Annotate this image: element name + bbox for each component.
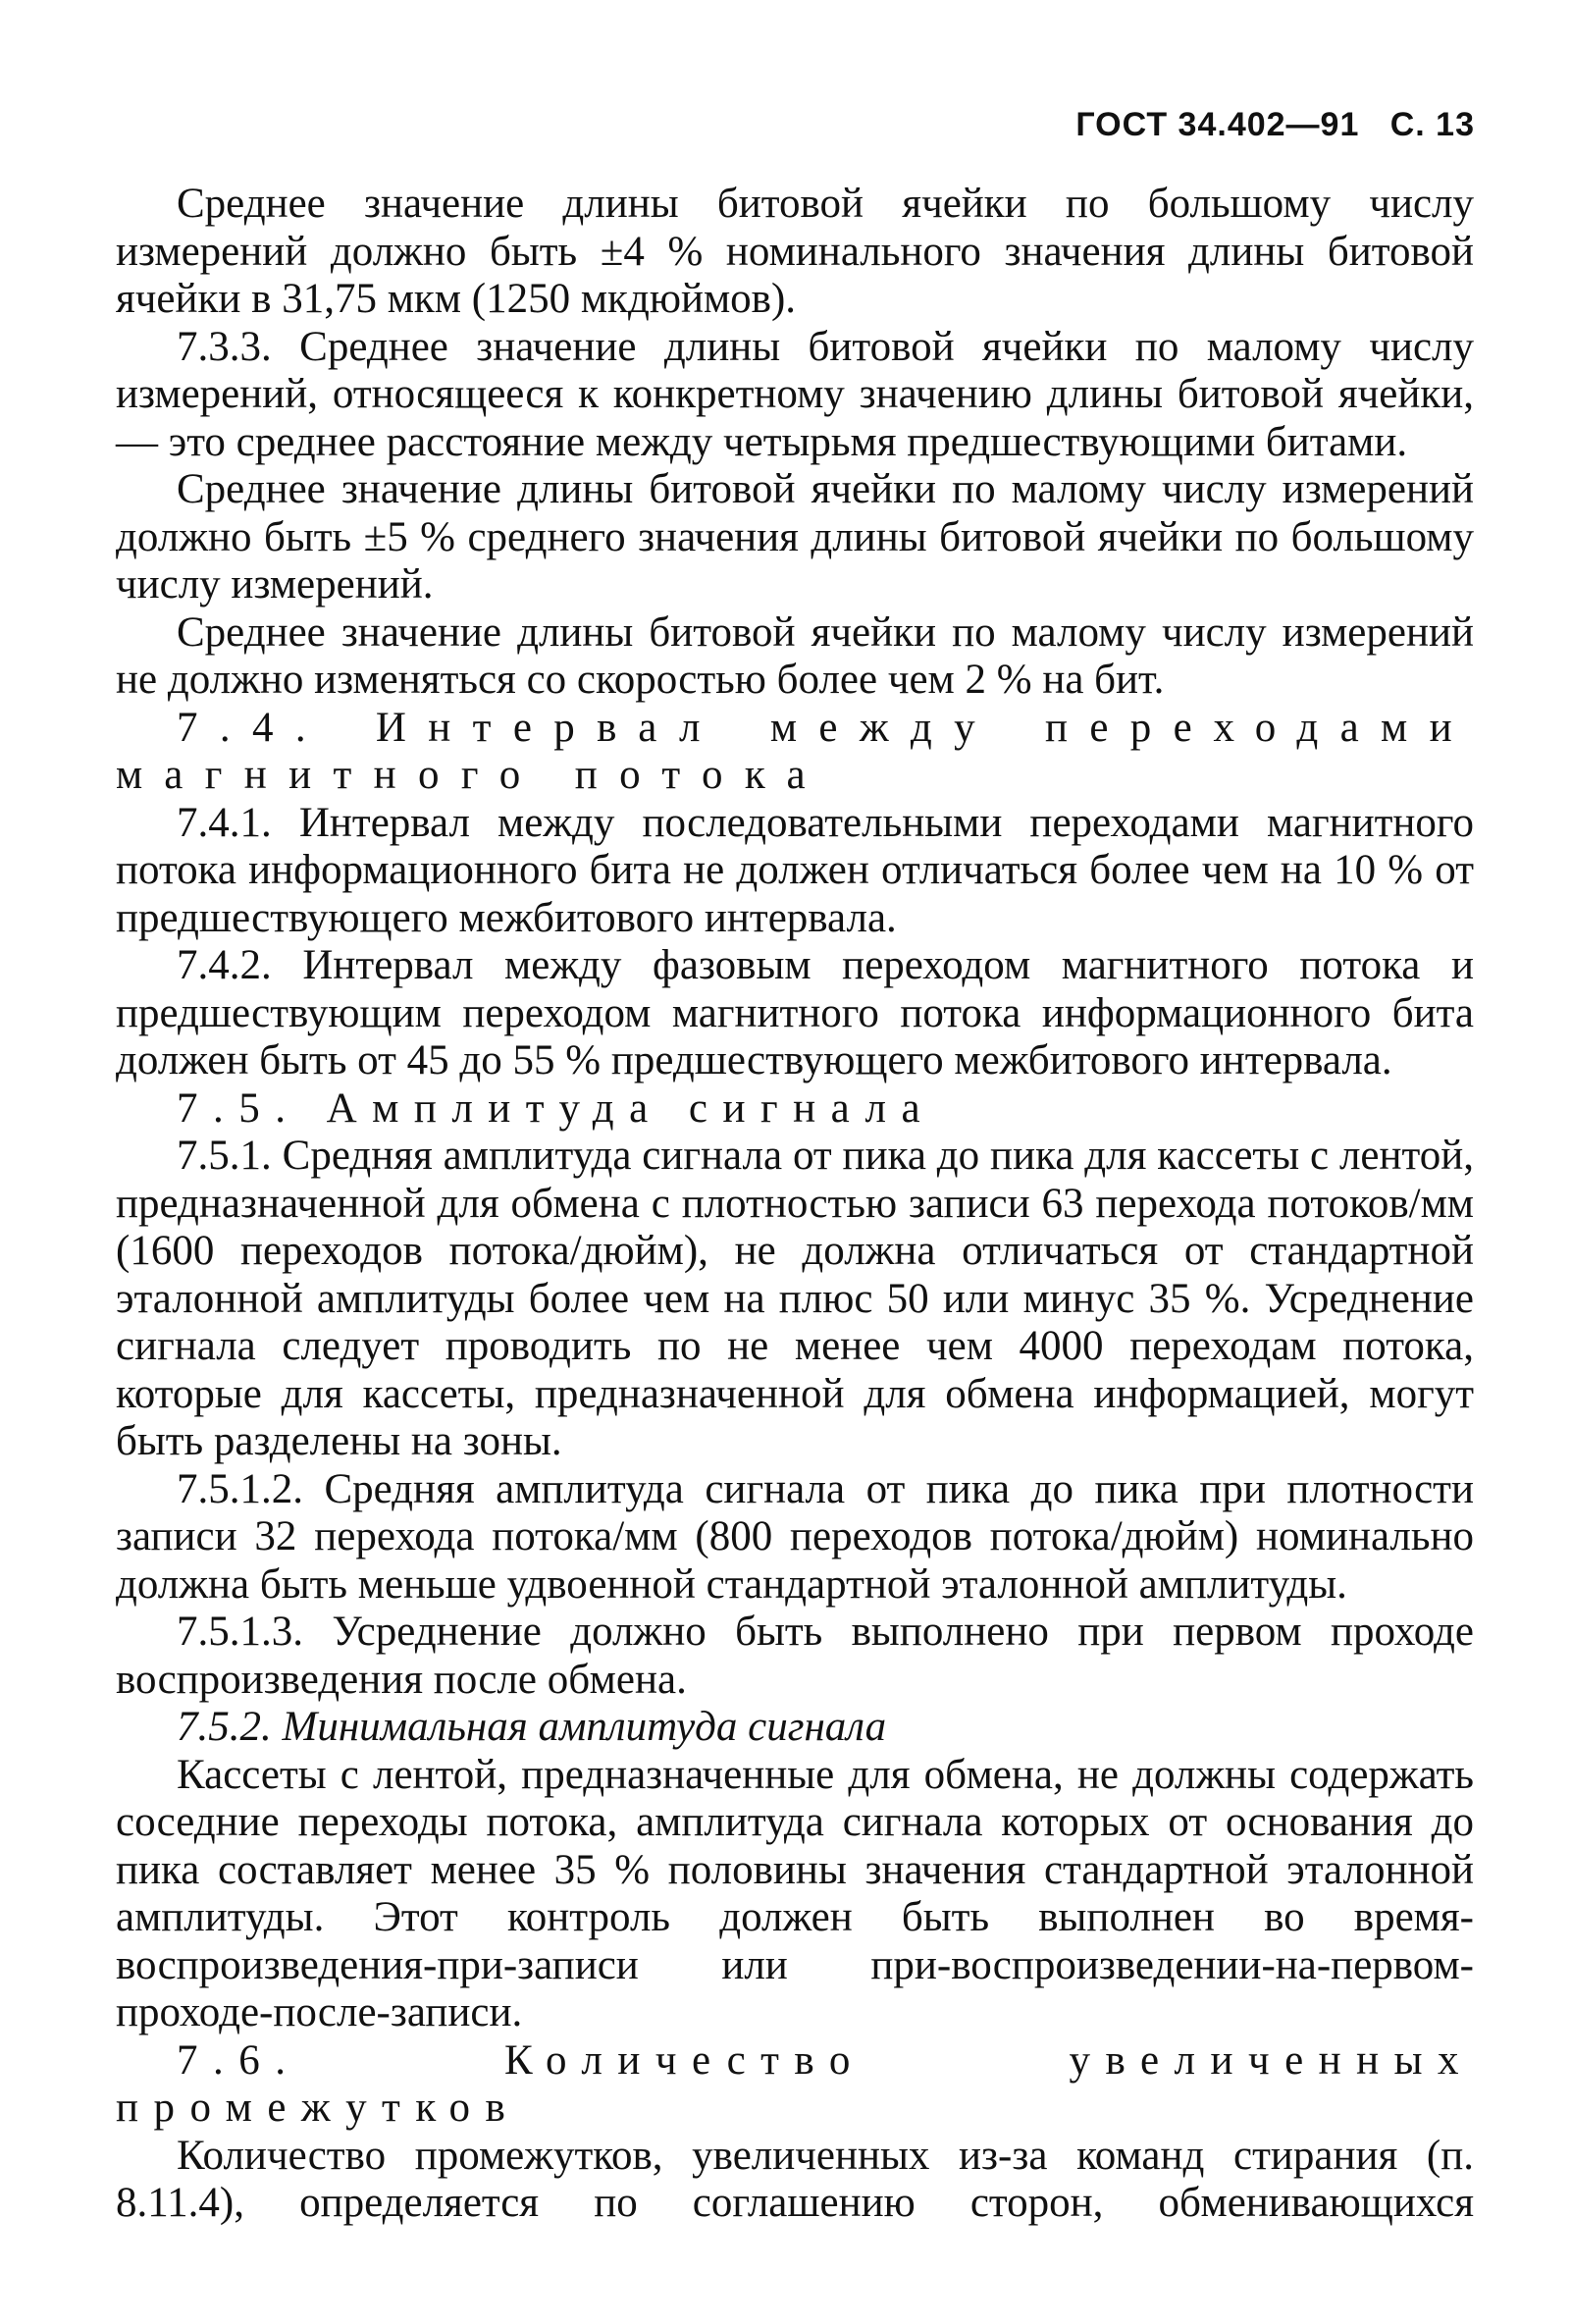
running-header (1075, 106, 1475, 144)
paragraph: Количество промежутков, увеличенных из-за команд стирания (п. 8.11.4), определяется по соглашению сторон, обменивающихся (116, 2132, 1474, 2226)
standard-number: ГОСТ 34.402—91 (1075, 106, 1360, 143)
paragraph: Среднее значение длины битовой ячейки по большому числу измерений должно быть ±4 % номинального значения длины битовой ячейки в 31,75 мкм (1250 мкдюймов). (116, 181, 1474, 322)
body-text (116, 181, 1474, 2228)
paragraph: 7.5.1.3. Усреднение должно быть выполнено при первом проходе воспроизведения после обмена. (116, 1609, 1474, 1703)
paragraph: Среднее значение длины битовой ячейки по малому числу измерений не должно изменяться со скоростью более чем 2 % на бит. (116, 608, 1474, 703)
paragraph: 7.5.1.2. Средняя амплитуда сигнала от пика до пика при плотности записи 32 перехода потока/мм (800 переходов потока/дюйм) номинально должна быть меньше удвоенной стандартной эталонной амплитуды. (116, 1465, 1474, 1608)
subsection-heading: 7.5.2. Минимальная амплитуда сигнала (177, 1704, 887, 1750)
paragraph: 7.5.1. Средняя амплитуда сигнала от пика до пика для кассеты с лентой, предназначенной для обмена с плотностью записи 63 перехода потоков/мм (1600 переходов потока/дюйм), не должна отличаться от стандартной эталонной амплитуды более чем на плюс 50 или минус 35 %. Усреднение сигнала следует проводить по не менее чем 4000 переходам потока, которые для кассеты, предназначенной для обмена информацией, могут быть разделены на зоны. (116, 1133, 1474, 1464)
section-heading: 7.6. Количество увеличенных промежутков (116, 2036, 1474, 2131)
paragraph: 7.3.3. Среднее значение длины битовой ячейки по малому числу измерений, относящееся к конкретному значению длины битовой ячейки, — это среднее расстояние между четырьмя предшествующими битами. (116, 323, 1474, 465)
paragraph: 7.4.1. Интервал между последовательными переходами магнитного потока информационного бита не должен отличаться более чем на 10 % от предшествующего межбитового интервала. (116, 799, 1474, 941)
section-heading: 7.4. Интервал между переходами магнитного потока (116, 704, 1474, 798)
paragraph: Среднее значение длины битовой ячейки по малому числу измерений должно быть ±5 % среднего значения длины битовой ячейки по большому числу измерений. (116, 466, 1474, 607)
paragraph: Кассеты с лентой, предназначенные для обмена, не должны содержать соседние переходы потока, амплитуда сигнала которых от основания до пика составляет менее 35 % половины значения стандартной эталонной амплитуды. Этот контроль должен быть выполнен во время-воспроизведения-при-записи или при-воспроизведении-на-первом-проходе-после-записи. (116, 1751, 1474, 2035)
paragraph: 7.4.2. Интервал между фазовым переходом магнитного потока и предшествующим переходом магнитного потока информационного бита должен быть от 45 до 55 % предшествующего межбитового интервала. (116, 942, 1474, 1083)
section-heading: 7.5. Амплитуда сигнала (177, 1084, 936, 1132)
page-number: С. 13 (1389, 106, 1475, 143)
